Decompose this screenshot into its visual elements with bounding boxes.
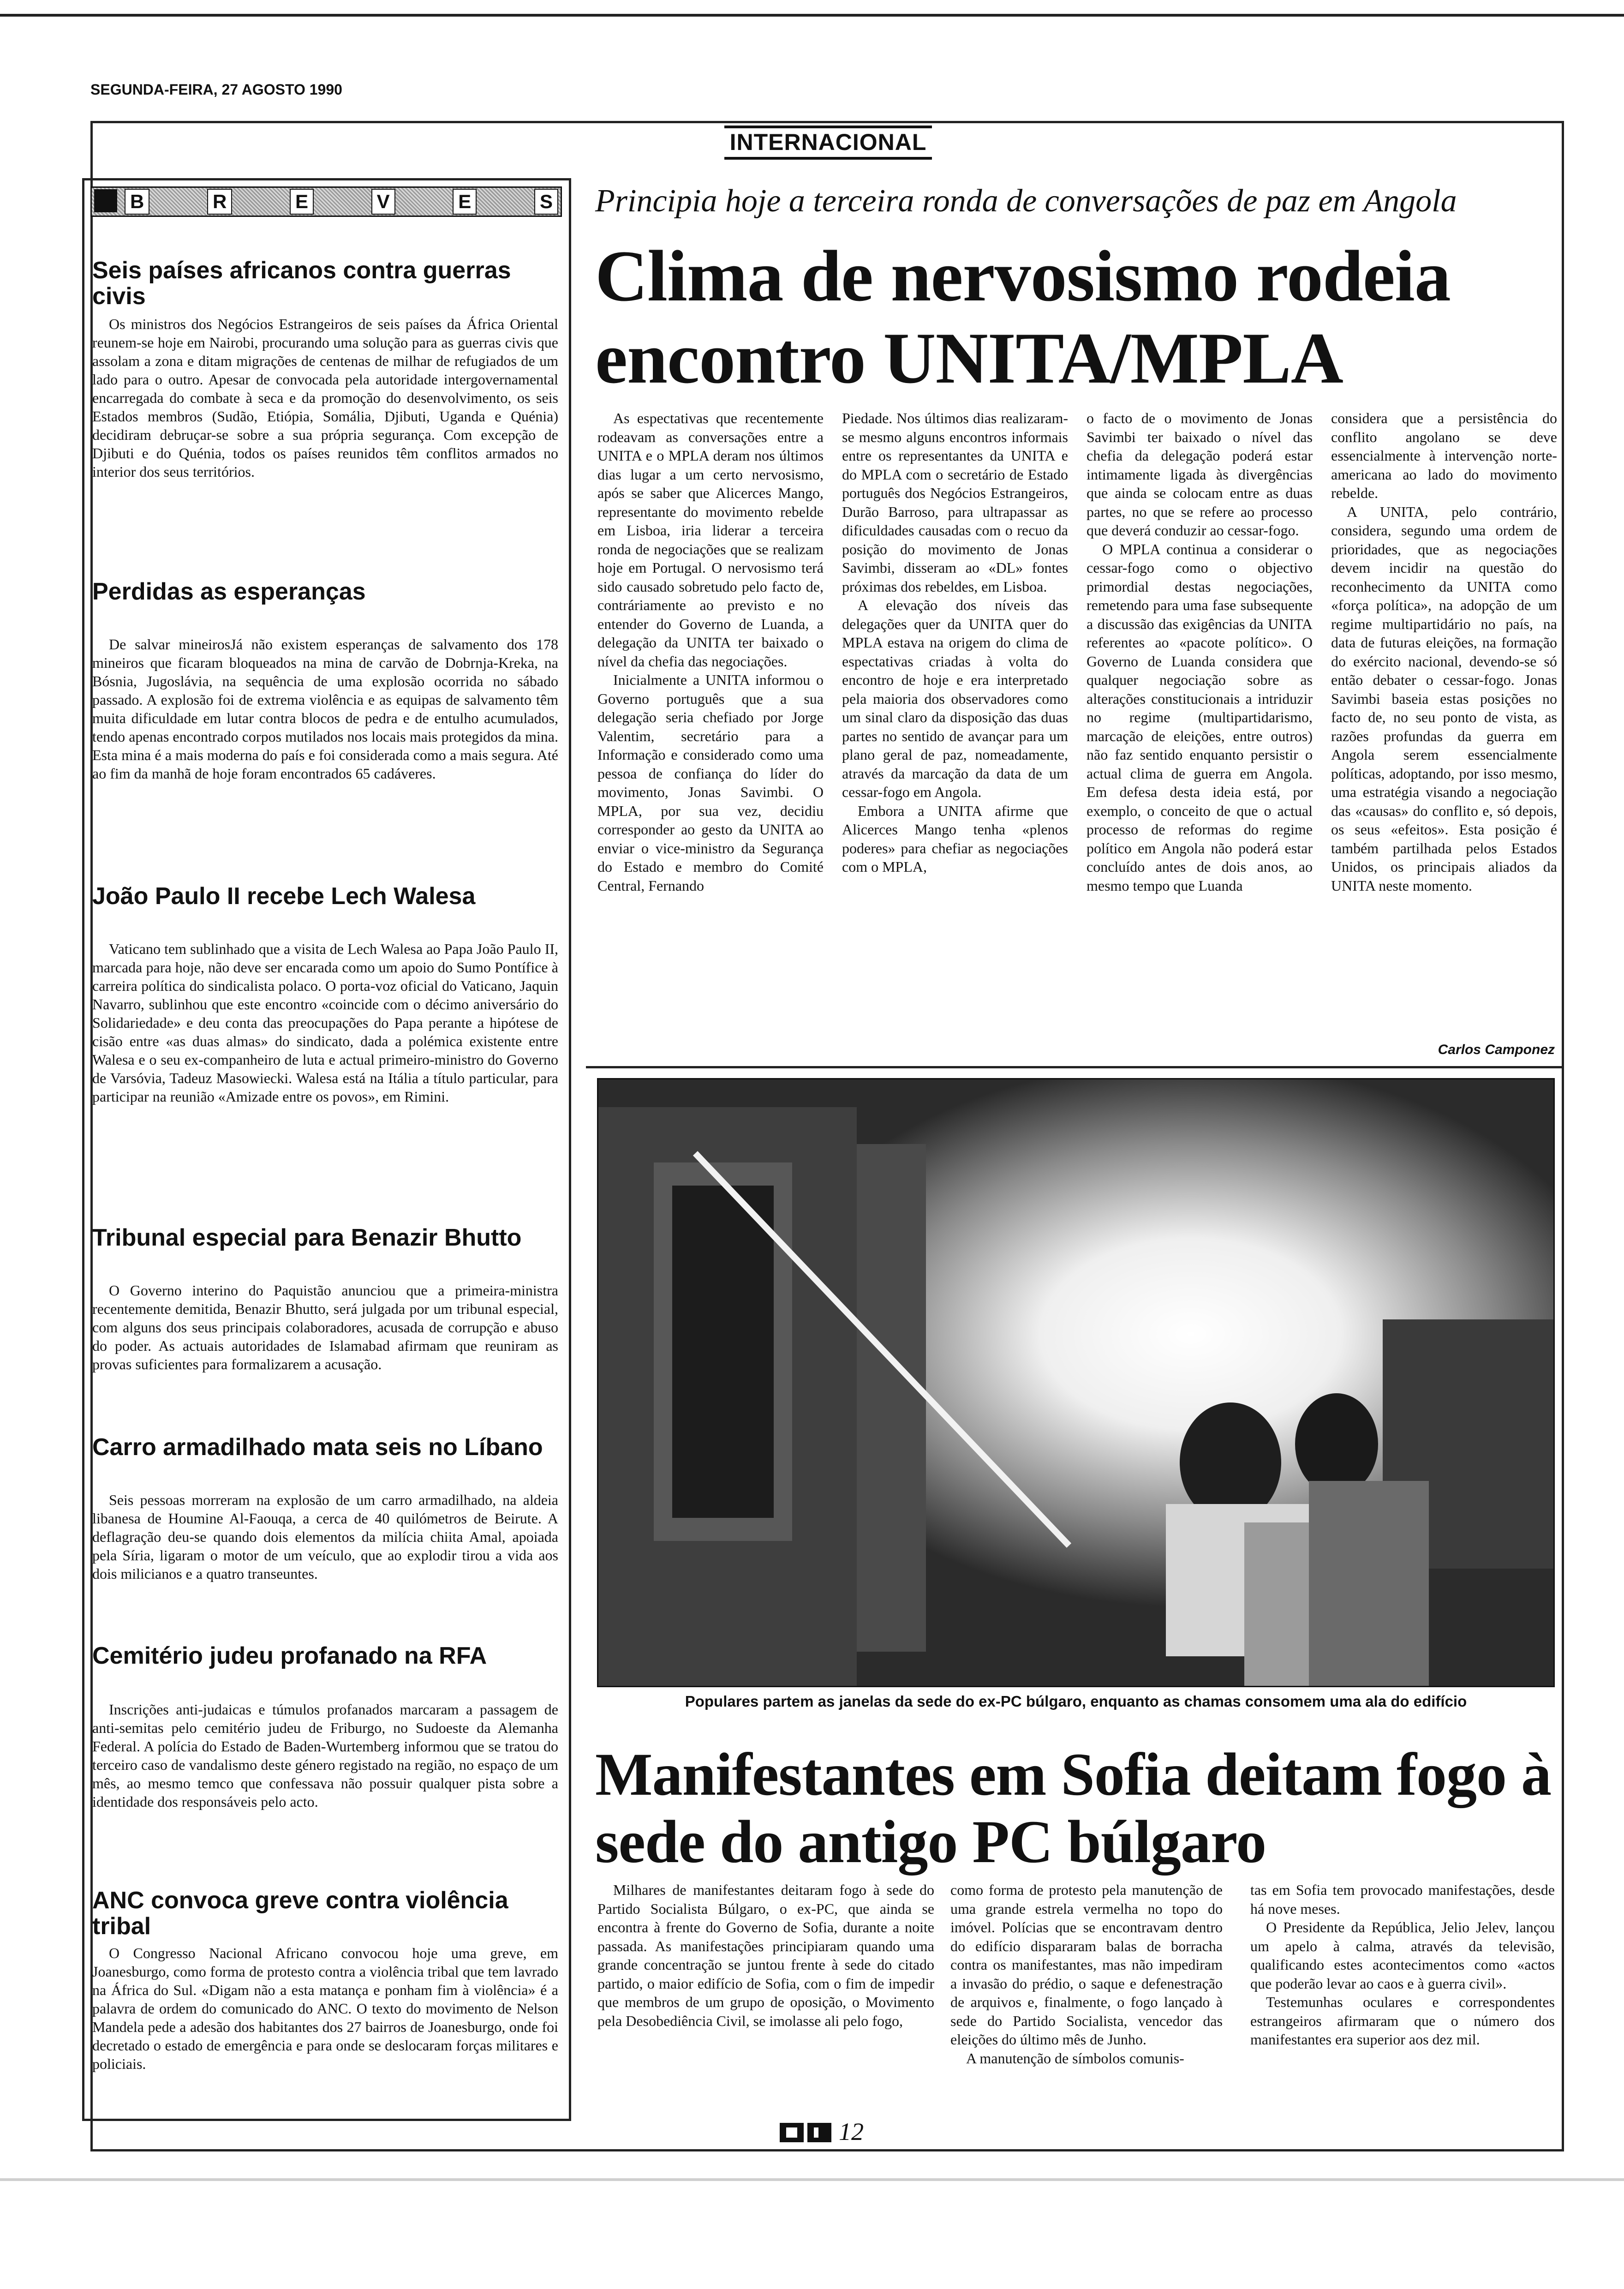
newspaper-logo-icon xyxy=(780,2121,835,2144)
paragraph: tas em Sofia tem provocado manifestações, desde há nove meses. xyxy=(1250,1882,1555,1917)
breve-title: Seis países africanos contra guerras civis xyxy=(92,257,511,310)
breve-title: ANC convoca greve contra violência tribal xyxy=(92,1887,508,1940)
breve-title: Perdidas as esperanças xyxy=(92,578,366,605)
breve-title: Tribunal especial para Benazir Bhutto xyxy=(92,1224,522,1251)
fire-scene-image xyxy=(598,1079,1553,1686)
paragraph: O MPLA continua a considerar o cessar-fogo como o objectivo primordial destas negociações, remetendo para uma fase subsequente a discussão das exigências da UNITA referentes ao «pacote político». O Governo de Luanda considera que qualquer negociação sobre as alterações constitucionais a intriduzir no regime (multipartidarismo, marcação de eleições, entre outros) não faz sentido enquanto persistir o actual clima de guerra em Angola. Em defesa desta ideia está, por exemplo, o conceito de que o actual processo de reformas do regime político em Angola não poderá estar concluído antes de dois anos, ao mesmo tempo que Luanda xyxy=(1087,540,1313,894)
breve-text: O Governo interino do Paquistão anunciou que a primeira-ministra recentemente demitida, Benazir Bhutto, será julgada por um tribunal especial, com alguns dos seus principais colaboradores, acusada de corrupção e abuso do poder. As actuais autoridades de Islamabad afirmam que reuniram as provas suficientes para formalizarem a acusação. xyxy=(92,1282,558,1372)
breves-letter: R xyxy=(207,189,232,215)
paragraph: A UNITA, pelo contrário, considera, segundo uma ordem de prioridades, que as negociações devem incidir na questão do reconhecimento da UNITA como «força política», na adopção de um regime multipartidário no país, na data de futuras eleições, na formação do exército nacional, devendo-se só então debater o cessar-fogo. Jonas Savimbi baseia estas posições no facto de, no seu ponto de vista, as razões profundas da guerra em Angola serem essencialmente políticas, adoptando, por isso mesmo, uma estratégia visando a negociação das «causas» do conflito e, só depois, os seus «efeitos». Esta posição é também partilhada pelos Estados Unidos, os principais aliados da UNITA neste momento. xyxy=(1331,503,1557,894)
article-headline: Manifestantes em Sofia deitam fogo à sede do antigo PC búlgaro xyxy=(595,1740,1552,1876)
section-divider xyxy=(586,1066,1564,1068)
article-headline: Clima de nervosismo rodeia encontro UNITA/MPLA xyxy=(595,236,1451,399)
photo-caption: Populares partem as janelas da sede do ex-PC búlgaro, enquanto as chamas consomem uma ala do edifício xyxy=(685,1693,1467,1710)
breve-text: Vaticano tem sublinhado que a visita de Lech Walesa ao Papa João Paulo II, marcada para hoje, não deve ser encarada como um apoio do Sumo Pontífice à carreira política do sindicalista polaco. O porta-voz oficial do Vaticano, Jaquin Navarro, sublinhou que este encontro «coincide com o décimo aniversário do Solidariedade» e deu conta das preocupações do Papa perante a hipótese de cisão entre «as duas almas» do sindicato, dada a polémica existente entre Walesa e o seu ex-companheiro de luta e actual primeiro-ministro do Governo de Varsóvia, Tadeuz Masowiecki. Walesa está na Itália a título particular, para participar na reunião «Amizade entre os povos», em Rimini. xyxy=(92,941,558,1105)
paragraph: o facto de o movimento de Jonas Savimbi ter baixado o nível das chefia da delegação poderá estar intimamente ligada às divergências que ainda se colocam entre as duas partes, no que se refere ao processo que deverá conduzir ao cessar-fogo. xyxy=(1087,410,1313,539)
dateline: SEGUNDA-FEIRA, 27 AGOSTO 1990 xyxy=(90,81,342,98)
article-kicker: Principia hoje a terceira ronda de conversações de paz em Angola xyxy=(595,183,1457,219)
breve-title: João Paulo II recebe Lech Walesa xyxy=(92,883,476,910)
paragraph: Milhares de manifestantes deitaram fogo à sede do Partido Socialista Búlgaro, o ex-PC, que ainda se encontra à frente do Governo de Sofia, durante a noite passada. As manifestações principiaram quando uma grande concentração se juntou frente à sede do citado partido, o maior edifício de Sofia, com o fim de impedir que membros de um grupo de oposição, o Movimento pela Desobediência Civil, se imolasse ali pelo fogo, xyxy=(597,1882,934,2029)
breve-title: Cemitério judeu profanado na RFA xyxy=(92,1642,487,1669)
paragraph: Embora a UNITA afirme que Alicerces Mango tenha «plenos poderes» para chefiar as negociações com o MPLA, xyxy=(842,802,1068,875)
paragraph: O Presidente da República, Jelio Jelev, lançou um apelo à calma, através da televisão, qualificando estes acontecimentos como «actos que poderão levar ao caos e à guerra civil». xyxy=(1250,1919,1555,1992)
paragraph: Testemunhas oculares e correspondentes estrangeiros afirmaram que o número dos manifestantes era superior aos dez mil. xyxy=(1250,1994,1555,2048)
breve-text: Inscrições anti-judaicas e túmulos profanados marcaram a passagem de anti-semitas pelo cemitério judeu de Friburgo, no Sudoeste da Alemanha Federal. A polícia do Estado de Baden-Wurtemberg informou que se tratou do terceiro caso de vandalismo deste género registado na região, no espaço de um mês, ao mesmo temco que confessava não possuir qualquer pista sobre a identidade dos responsáveis pelo acto. xyxy=(92,1701,558,1810)
breves-letter: E xyxy=(453,189,477,215)
breves-letter: V xyxy=(371,189,395,215)
top-rule xyxy=(0,0,1624,17)
paragraph: considera que a persistência do conflito angolano se deve essencialmente à intervenção norte-americana ao lado do movimento rebelde. xyxy=(1331,410,1557,501)
section-label: INTERNACIONAL xyxy=(724,126,932,160)
paragraph: como forma de protesto pela manutenção de uma grande estrela vermelha no topo do imóvel. Polícias que se encontravam dentro do edifício dispararam balas de borracha contra os manifestantes, mas não impediram a invasão do prédio, o saque e defenestração de arquivos e, finalmente, o fogo lançado à sede do Partido Socialista, vencedor das eleições do último mês de Junho. xyxy=(950,1882,1223,2048)
breve-text: Os ministros dos Negócios Estrangeiros de seis países da África Oriental reunem-se hoje em Nairobi, procurando uma solução para as guerras civis que assolam a zona e ditam migrações de centenas de milhar de refugiados de um lado para o outro. Apesar de convocada pela autoridade intergovernamental encarregada do combate à seca e da promoção do desenvolvimento, os seis Estados membros (Sudão, Etiópia, Somália, Djibuti, Uganda e Quénia) decidiram debruçar-se sobre a sua própria segurança. Com excepção de Djibuti e do Quénia, todos os países reunidos têm conflitos armados no interior dos seus territórios. xyxy=(92,316,558,480)
paragraph: A elevação dos níveis das delegações quer da UNITA quer do MPLA estava na origem do clima de espectativas criadas à volta do encontro de hoje e era interpretado pela maioria dos observadores como um sinal claro da disposição das duas partes no sentido de avançar para um plano geral de paz, nomeadamente, através da marcação da data de um cessar-fogo em Angola. xyxy=(842,597,1068,800)
article-column xyxy=(1331,409,1557,895)
article-column xyxy=(950,1881,1223,2067)
breve-text: O Congresso Nacional Africano convocou hoje uma greve, em Joanesburgo, como forma de protesto contra a violência tribal que tem lavrado na África do Sul. «Digam não a esta matança e ponham fim à violência» é a palavra de ordem do comunicado do ANC. O texto do movimento de Nelson Mandela pede a adesão dos habitantes dos 27 bairros de Joanesburgo, onde foi decretado o estado de emergência e para onde se deslocaram forças militares e policiais. xyxy=(92,1945,558,2072)
breve-text: De salvar mineirosJá não existem esperanças de salvamento dos 178 mineiros que ficaram bloqueados na mina de carvão de Dobrnja-Kreka, na Bósnia, Jugoslávia, na sequência de uma explosão ocorrida no sábado passado. A explosão foi de extrema violência e as equipas de salvamento têm muita dificuldade em lutar contra blocos de pedra e de entulho acumulados, tendo apenas encontrado corpos mutilados nos locais mais protegidos da mina. Esta mina é a mais moderna do país e foi considerada como a mais segura. Até ao fim da manhã de hoje foram encontrados 65 cadáveres. xyxy=(92,636,558,782)
paragraph: As espectativas que recentemente rodeavam as conversações entre a UNITA e o MPLA deram nos últimos dias lugar a um certo nervosismo, após se saber que Alicerces Mango, representante do movimento rebelde em Lisboa, iria liderar a terceira ronda de negociações que se realizam hoje em Portugal. O nervosismo terá sido causado sobretudo pelo facto de, contráriamente ao previsto e no entender do Governo de Luanda, a delegação da UNITA ter baixado o nível da chefia das negociações. xyxy=(597,410,824,670)
paragraph: Piedade. Nos últimos dias realizaram-se mesmo alguns encontros informais entre os representantes da UNITA e do MPLA com o secretário de Estado português dos Negócios Estrangeiros, Durão Barroso, para ultrapassar as dificuldades causadas com o recuo da posição do movimento de Jonas Savimbi, disseram ao «DL» fontes próximas dos rebeldes, em Lisboa. xyxy=(842,410,1068,595)
paragraph: Inicialmente a UNITA informou o Governo português que a sua delegação seria chefiado por Jorge Valentim, secretário para a Informação e considerado como uma pessoa de confiança do líder do movimento, Jonas Savimbi. O MPLA, por sua vez, decidiu corresponder ao gesto da UNITA ao enviar o vice-ministro da Segurança do Estado e membro do Comité Central, Fernando xyxy=(597,671,824,894)
article-column xyxy=(842,409,1068,876)
article-column xyxy=(597,409,824,895)
article-column xyxy=(597,1881,934,2030)
article-column xyxy=(1087,409,1313,895)
breves-banner-letters xyxy=(125,186,558,217)
breves-letter: S xyxy=(534,189,558,215)
page-number: 12 xyxy=(839,2118,864,2145)
breve-title: Carro armadilhado mata seis no Líbano xyxy=(92,1434,543,1461)
breves-square-icon xyxy=(94,189,117,212)
byline: Carlos Camponez xyxy=(1438,1042,1555,1057)
breves-letter: E xyxy=(290,189,314,215)
paragraph: A manutenção de símbolos comunis- xyxy=(966,2049,1184,2067)
news-photo xyxy=(597,1078,1555,1687)
breve-text: Seis pessoas morreram na explosão de um carro armadilhado, na aldeia libanesa de Houmine Al-Faouqa, a cerca de 40 quilómetros de Beirute. A deflagração deu-se quando dois elementos da milícia chiita Amal, apoiada pela Síria, ligaram o motor de um veículo, que ao explodir tirou a vida aos dois milicianos e a quatro transeuntes. xyxy=(92,1492,558,1582)
bottom-rule xyxy=(0,2178,1624,2181)
article-column xyxy=(1250,1881,1555,2049)
breves-letter: B xyxy=(125,189,149,215)
